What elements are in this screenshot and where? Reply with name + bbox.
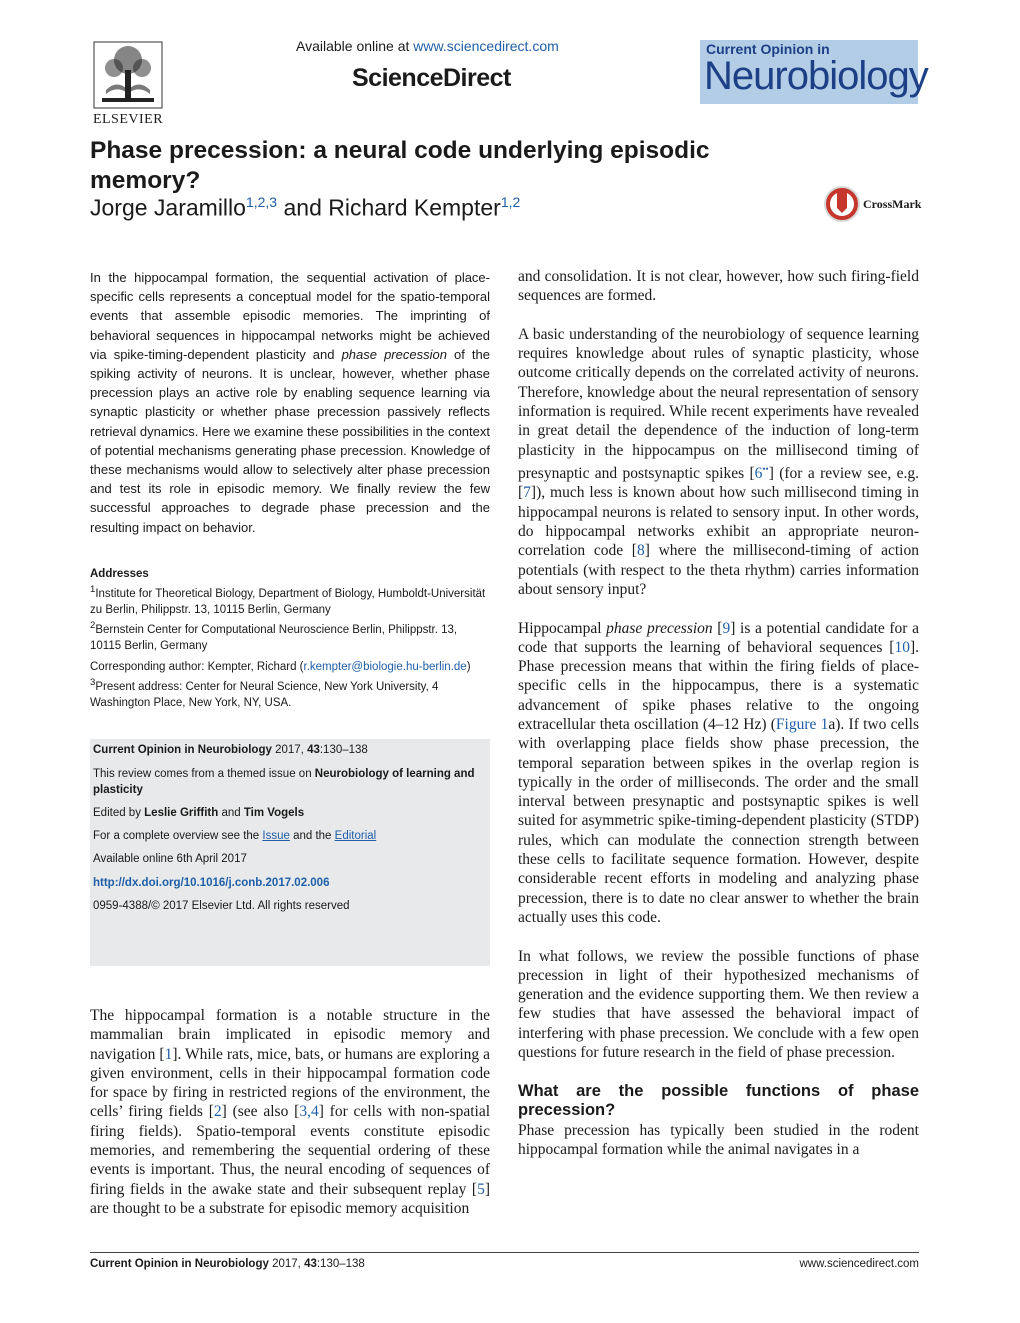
address-3: $^3$Present address: Center for Neural Science, New York University, 4 Washington Place, New York, NY, USA. [90,677,439,709]
info-editors: Edited by Leslie Griffith and Tim Vogels [93,807,305,819]
ref-link[interactable]: 3,4 [299,1103,319,1121]
ref-link[interactable]: 9 [722,619,731,637]
paragraph: and consolidation. It is not clear, however, how such firing-field sequences are formed. [518,268,919,305]
paragraph: Phase precession has typically been studied in the rodent hippocampal formation while the animal navigates in a [518,1121,919,1158]
elsevier-tree-icon [86,40,170,112]
section-heading: What are the possible functions of phase precession? [518,1081,919,1120]
paragraph: Hippocampal phase precession [9] is a potential candidate for a code that supports the learning of behavioral sequences [10]. Phase precession means that within the firing fields of place-specific cells in the hippocampus, there is a systematic advancement of spike phases relative to the ongoing extracellular theta oscillation (4–12 Hz) (Figure 1a). If two cells with overlapping place fields show phase precession, the temporal separation between spikes in the overlap region is typically in the order of milliseconds. The order and the small interval between presynaptic and postsynaptic spikes is well suited for asymmetric spike-timing-dependent plasticity (STDP) rules, which can modulate the connection strength between these cells to facilitate sequence formation. However, despite considerable recent efforts in modeling and analyzing phase precession, there is to date no clear answer to whether the brain actually uses this code. [518,619,920,926]
ref-link[interactable]: 5 [477,1180,485,1198]
info-copyright: 0959-4388/© 2017 Elsevier Ltd. All rights reserved [93,900,350,912]
authors: Jorge Jaramillo$^{1,2,3}$ and Richard Kempter$^{1,2}$ [90,194,521,221]
sciencedirect-link[interactable]: www.sciencedirect.com [413,38,559,54]
article-title: Phase precession: a neural code underlying episodic memory? [90,137,710,194]
ref-link[interactable]: 2 [213,1103,222,1121]
address-2: $^2$Bernstein Center for Computational Neuroscience Berlin, Philippstr. 13, 10115 Berlin, Germany [90,619,458,652]
email-link[interactable]: r.kempter@biologie.hu-berlin.de [303,661,467,673]
right-column [518,267,919,1179]
footer-url[interactable]: www.sciencedirect.com [799,1258,919,1270]
author-1-affiliations[interactable]: 1,2,3 [245,194,278,210]
ref-link[interactable]: 10 [894,638,910,656]
elsevier-logo [86,40,170,130]
address-1: $^1$Institute for Theoretical Biology, Department of Biology, Humboldt-Universität zu Berlin, Philippstr. 13, 10115 Berlin, Germany [90,584,486,616]
info-theme: This review comes from a themed issue on Neurobiology of learning and plasticity [93,768,475,796]
ref-link[interactable]: 7 [523,484,531,502]
addresses [90,566,490,654]
ref-link[interactable]: 8 [636,542,645,560]
figure-link[interactable]: Figure 1 [775,715,829,733]
info-citation: Current Opinion in Neurobiology 2017, 43:130–138 [93,744,368,756]
issue-link[interactable]: Issue [262,830,290,842]
author-2: Richard Kempter [328,194,501,221]
sciencedirect-wordmark: ScienceDirect [352,64,511,92]
addresses-heading: Addresses [90,568,149,580]
abstract: In the hippocampal formation, the sequential activation of place-specific cells represents a conceptual model for the spatio-temporal events that assemble episodic memories. The imprinting of behavioral sequences in hippocampal networks might be achieved via spike-timing-dependent plasticity and phase precession of the spiking activity of neurons. It is unclear, however, whether phase precession plays an active role by enabling sequence learning via synaptic plasticity or whether phase precession passively reflects retrieval dynamics. Here we examine these possibilities in the context of potential mechanisms generating phase precession. Knowledge of these mechanisms would allow to selectively alter phase precession and test its role in episodic memory. We finally review the few successful approaches to degrade phase precession and the resulting impact on behavior. [90,270,490,535]
recommended-marker: •• [762,463,769,474]
ref-link[interactable]: 6 [754,465,763,483]
journal-logo-name: Neurobiology [704,54,928,98]
publisher-name: ELSEVIER [92,112,164,127]
crossmark-label: CrossMark [863,197,922,211]
ref-link[interactable]: 1 [164,1045,173,1063]
journal-logo-top: Current Opinion in [706,41,830,57]
paragraph: A basic understanding of the neurobiology of sequence learning requires knowledge about rules of synaptic plasticity, whose outcome critically depends on the correlated activity of neurons. Therefore, knowledge about the neural representation of sensory information is required. While recent experiments have revealed in great detail the dependence of the induction of long-term plasticity in the hippocampus on the millisecond timing of presynaptic and postsynaptic spikes [6••] (for a review see, e.g. [7]), much less is known about how such millisecond timing in hippocampal neurons is related to sensory input. In other words, do hippocampal networks exhibit an appropriate neuron-correlation code [8] where the millisecond-timing of action potentials (with respect to the theta rhythm) carries information about sensory input? [518,325,919,598]
abstract-emphasis: phase precession [341,346,447,362]
footer-citation: Current Opinion in Neurobiology 2017, 43:130–138 [90,1258,365,1270]
crossmark-icon [823,185,861,223]
editorial-link[interactable]: Editorial [334,830,377,842]
available-online: Available online at www.sciencedirect.com [296,38,559,54]
article-info-box [90,739,490,966]
footer-divider [90,1252,919,1253]
correspondence [90,659,490,711]
corresponding-author: Corresponding author: Kempter, Richard (r.kempter@biologie.hu-berlin.de) [90,661,471,673]
journal-logo [700,40,928,104]
paragraph: In what follows, we review the possible functions of phase precession in light of their hypothesized mechanisms of generation and the evidence supporting them. We then review a few studies that have assessed the behavioral impact of interfering with phase precession. We conclude with a few open questions for future research in the field of phase precession. [518,947,919,1062]
doi-link[interactable]: http://dx.doi.org/10.1016/j.conb.2017.02.006 [93,877,330,889]
author-1: Jorge Jaramillo [90,194,246,221]
crossmark-badge[interactable] [823,185,923,223]
info-available: Available online 6th April 2017 [93,853,247,865]
author-2-affiliations[interactable]: 1,2 [500,194,521,210]
intro-paragraph: The hippocampal formation is a notable structure in the mammalian brain implicated in episodic memory and navigation [1]. While rats, mice, bats, or humans are exploring a given environment, cells in their hippocampal formation code for space by firing in restricted regions of the environment, the cells’ firing fields [2] (see also [3,4] for cells with non-spatial firing fields). Spatio-temporal events constitute episodic memories, and remembering the sequential ordering of these events is important. Thus, the neural encoding of sequences of firing fields in the awake state and their subsequent replay [5] are thought to be a substrate for episodic memory acquisition [90,1007,491,1217]
info-overview: For a complete overview see the Issue and the Editorial [93,830,377,842]
